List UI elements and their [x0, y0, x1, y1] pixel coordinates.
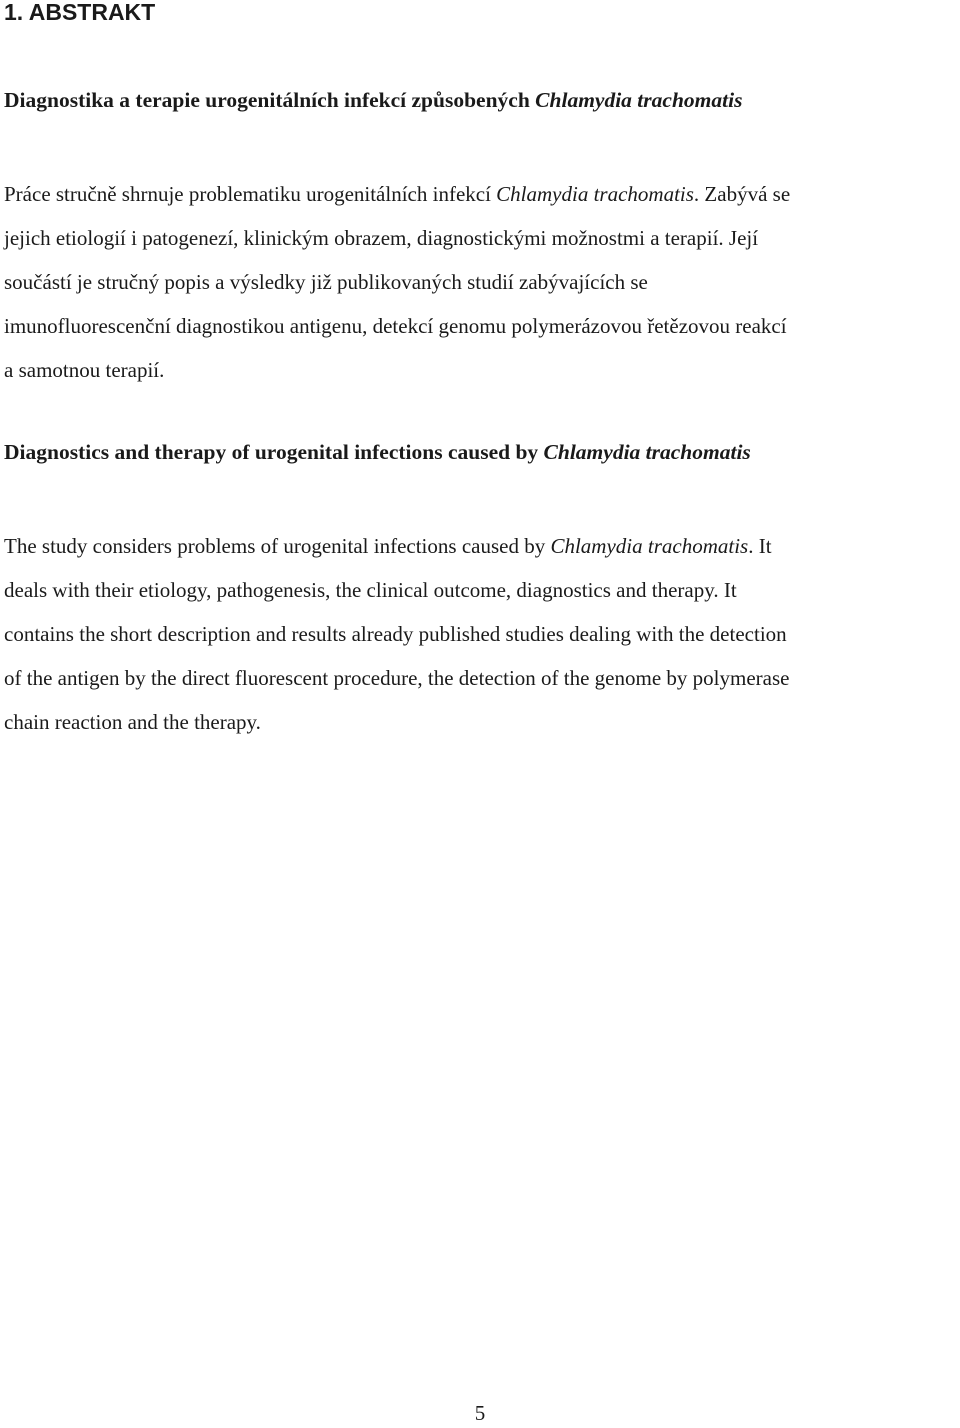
czech-line-1-post: . Zabývá se	[693, 182, 791, 206]
english-line-4: of the antigen by the direct fluorescent procedure, the detection of the genome by polymerase	[4, 666, 790, 690]
english-line-1-species: Chlamydia trachomatis	[550, 534, 749, 558]
czech-line-1	[4, 172, 960, 216]
czech-abstract-body	[4, 172, 960, 392]
czech-line-3: součástí je stručný popis a výsledky již publikovaných studií zabývajících se	[4, 270, 648, 294]
english-line-3: contains the short description and results already published studies dealing with the detection	[4, 622, 787, 646]
english-title-text: Diagnostics and therapy of urogenital infections caused by	[4, 440, 544, 464]
english-line-5: chain reaction and the therapy.	[4, 710, 261, 734]
english-line-2: deals with their etiology, pathogenesis, the clinical outcome, diagnostics and therapy. It	[4, 578, 737, 602]
czech-line-1-species: Chlamydia trachomatis	[496, 182, 694, 206]
page-number: 5	[474, 1401, 486, 1425]
english-abstract-title	[4, 437, 751, 467]
czech-line-5: a samotnou terapií.	[4, 358, 165, 382]
section-heading: 1. ABSTRAKT	[4, 0, 156, 25]
czech-title-species: Chlamydia trachomatis	[535, 88, 743, 112]
english-line-1-post: . It	[748, 534, 772, 558]
czech-title-text: Diagnostika a terapie urogenitálních infekcí způsobených	[4, 88, 536, 112]
english-title-species: Chlamydia trachomatis	[543, 440, 751, 464]
czech-line-1-pre: Práce stručně shrnuje problematiku urogenitálních infekcí	[4, 182, 497, 206]
czech-line-4: imunofluorescenční diagnostikou antigenu, detekcí genomu polymerázovou řetězovou reakcí	[4, 314, 787, 338]
english-line-1-pre: The study considers problems of urogenital infections caused by	[4, 534, 551, 558]
english-line-1	[4, 524, 960, 568]
czech-line-2: jejich etiologií i patogenezí, klinickým obrazem, diagnostickými možnostmi a terapií. Její	[4, 226, 759, 250]
czech-abstract-title	[4, 85, 742, 115]
english-abstract-body	[4, 524, 960, 744]
